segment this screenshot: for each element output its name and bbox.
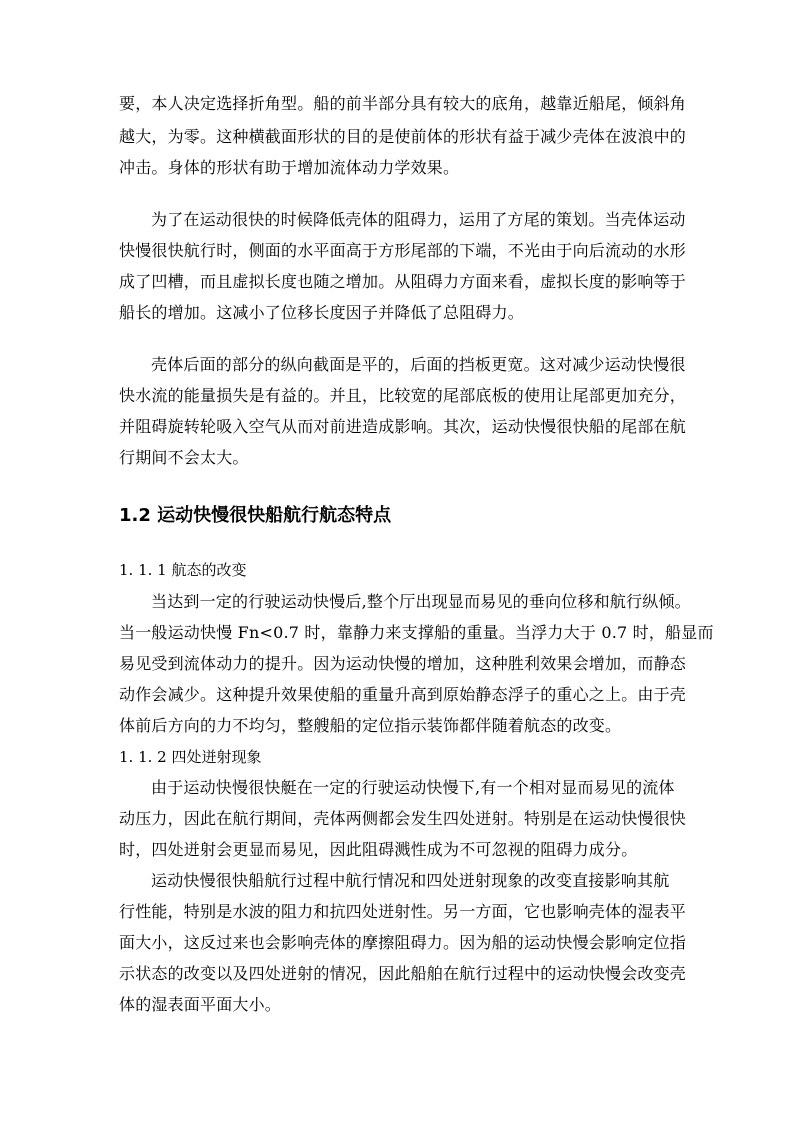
paragraph-line: 快慢很快航行时，侧面的水平面高于方形尾部的下端，不光由于向后流动的水形 — [119, 241, 687, 260]
paragraph-line: 行期间不会太大。 — [119, 448, 249, 467]
paragraph-line: 当达到一定的行驶运动快慢后,整个厅出现显而易见的垂向位移和航行纵倾。 — [151, 592, 691, 611]
paragraph-line: 壳体后面的部分的纵向截面是平的，后面的挡板更宽。这对减少运动快慢很 — [151, 355, 686, 374]
paragraph-line: 成了凹槽，而且虚拟长度也随之增加。从阻碍力方面来看，虚拟长度的影响等于 — [119, 272, 687, 291]
paragraph-line: 并阻碍旋转轮吸入空气从而对前进造成影响。其次，运动快慢很快船的尾部在航 — [119, 417, 687, 436]
paragraph-line: 动压力，因此在航行期间，壳体两侧都会发生四处迸射。特别是在运动快慢很快 — [119, 809, 687, 828]
paragraph-line: 快水流的能量损失是有益的。并且，比较宽的尾部底板的使用让尾部更加充分， — [119, 386, 687, 405]
paragraph-line: 越大，为零。这种横截面形状的目的是使前体的形状有益于减少壳体在波浪中的 — [119, 127, 687, 146]
paragraph-line: 运动快慢很快船航行过程中航行情况和四处迸射现象的改变直接影响其航 — [151, 871, 670, 890]
paragraph-line: 要，本人决定选择折角型。船的前半部分具有较大的底角，越靠近船尾，倾斜角 — [119, 94, 687, 113]
paragraph-line: 当一般运动快慢 Fn<0.7 时，靠静力来支撑船的重量。当浮力大于 0.7 时，船显而 — [119, 623, 714, 642]
paragraph-line: 为了在运动很快的时候降低壳体的阻碍力，运用了方尾的策划。当壳体运动 — [151, 210, 686, 229]
paragraph-line: 行性能，特别是水波的阻力和抗四处迸射性。另一方面，它也影响壳体的湿表平 — [119, 902, 687, 921]
paragraph-line: 冲击。身体的形状有助于增加流体动力学效果。 — [119, 158, 460, 177]
paragraph-line: 动作会减少。这种提升效果使船的重量升高到原始静态浮子的重心之上。由于壳 — [119, 685, 687, 704]
paragraph-line: 时，四处迸射会更显而易见，因此阻碍溅性成为不可忽视的阻碍力成分。 — [119, 840, 638, 859]
subsection-heading: 1. 1. 1 航态的改变 — [119, 561, 247, 579]
section-heading: 1.2 运动快慢很快船航行航态特点 — [119, 505, 392, 526]
paragraph-line: 船长的增加。这减小了位移长度因子并降低了总阻碍力。 — [119, 303, 525, 322]
paragraph-line: 体的湿表面平面大小。 — [119, 995, 282, 1014]
subsection-heading: 1. 1. 2 四处迸射现象 — [119, 748, 262, 766]
paragraph-line: 示状态的改变以及四处迸射的情况，因此船舶在航行过程中的运动快慢会改变壳 — [119, 964, 687, 983]
paragraph-line: 由于运动快慢很快艇在一定的行驶运动快慢下,有一个相对显而易见的流体 — [151, 778, 675, 797]
paragraph-line: 易见受到流体动力的提升。因为运动快慢的增加，这种胜利效果会增加，而静态 — [119, 654, 687, 673]
paragraph-line: 面大小，这反过来也会影响壳体的摩擦阻碍力。因为船的运动快慢会影响定位指 — [119, 933, 687, 952]
paragraph-line: 体前后方向的力不均匀，整艘船的定位指示装饰都伴随着航态的改变。 — [119, 716, 622, 735]
